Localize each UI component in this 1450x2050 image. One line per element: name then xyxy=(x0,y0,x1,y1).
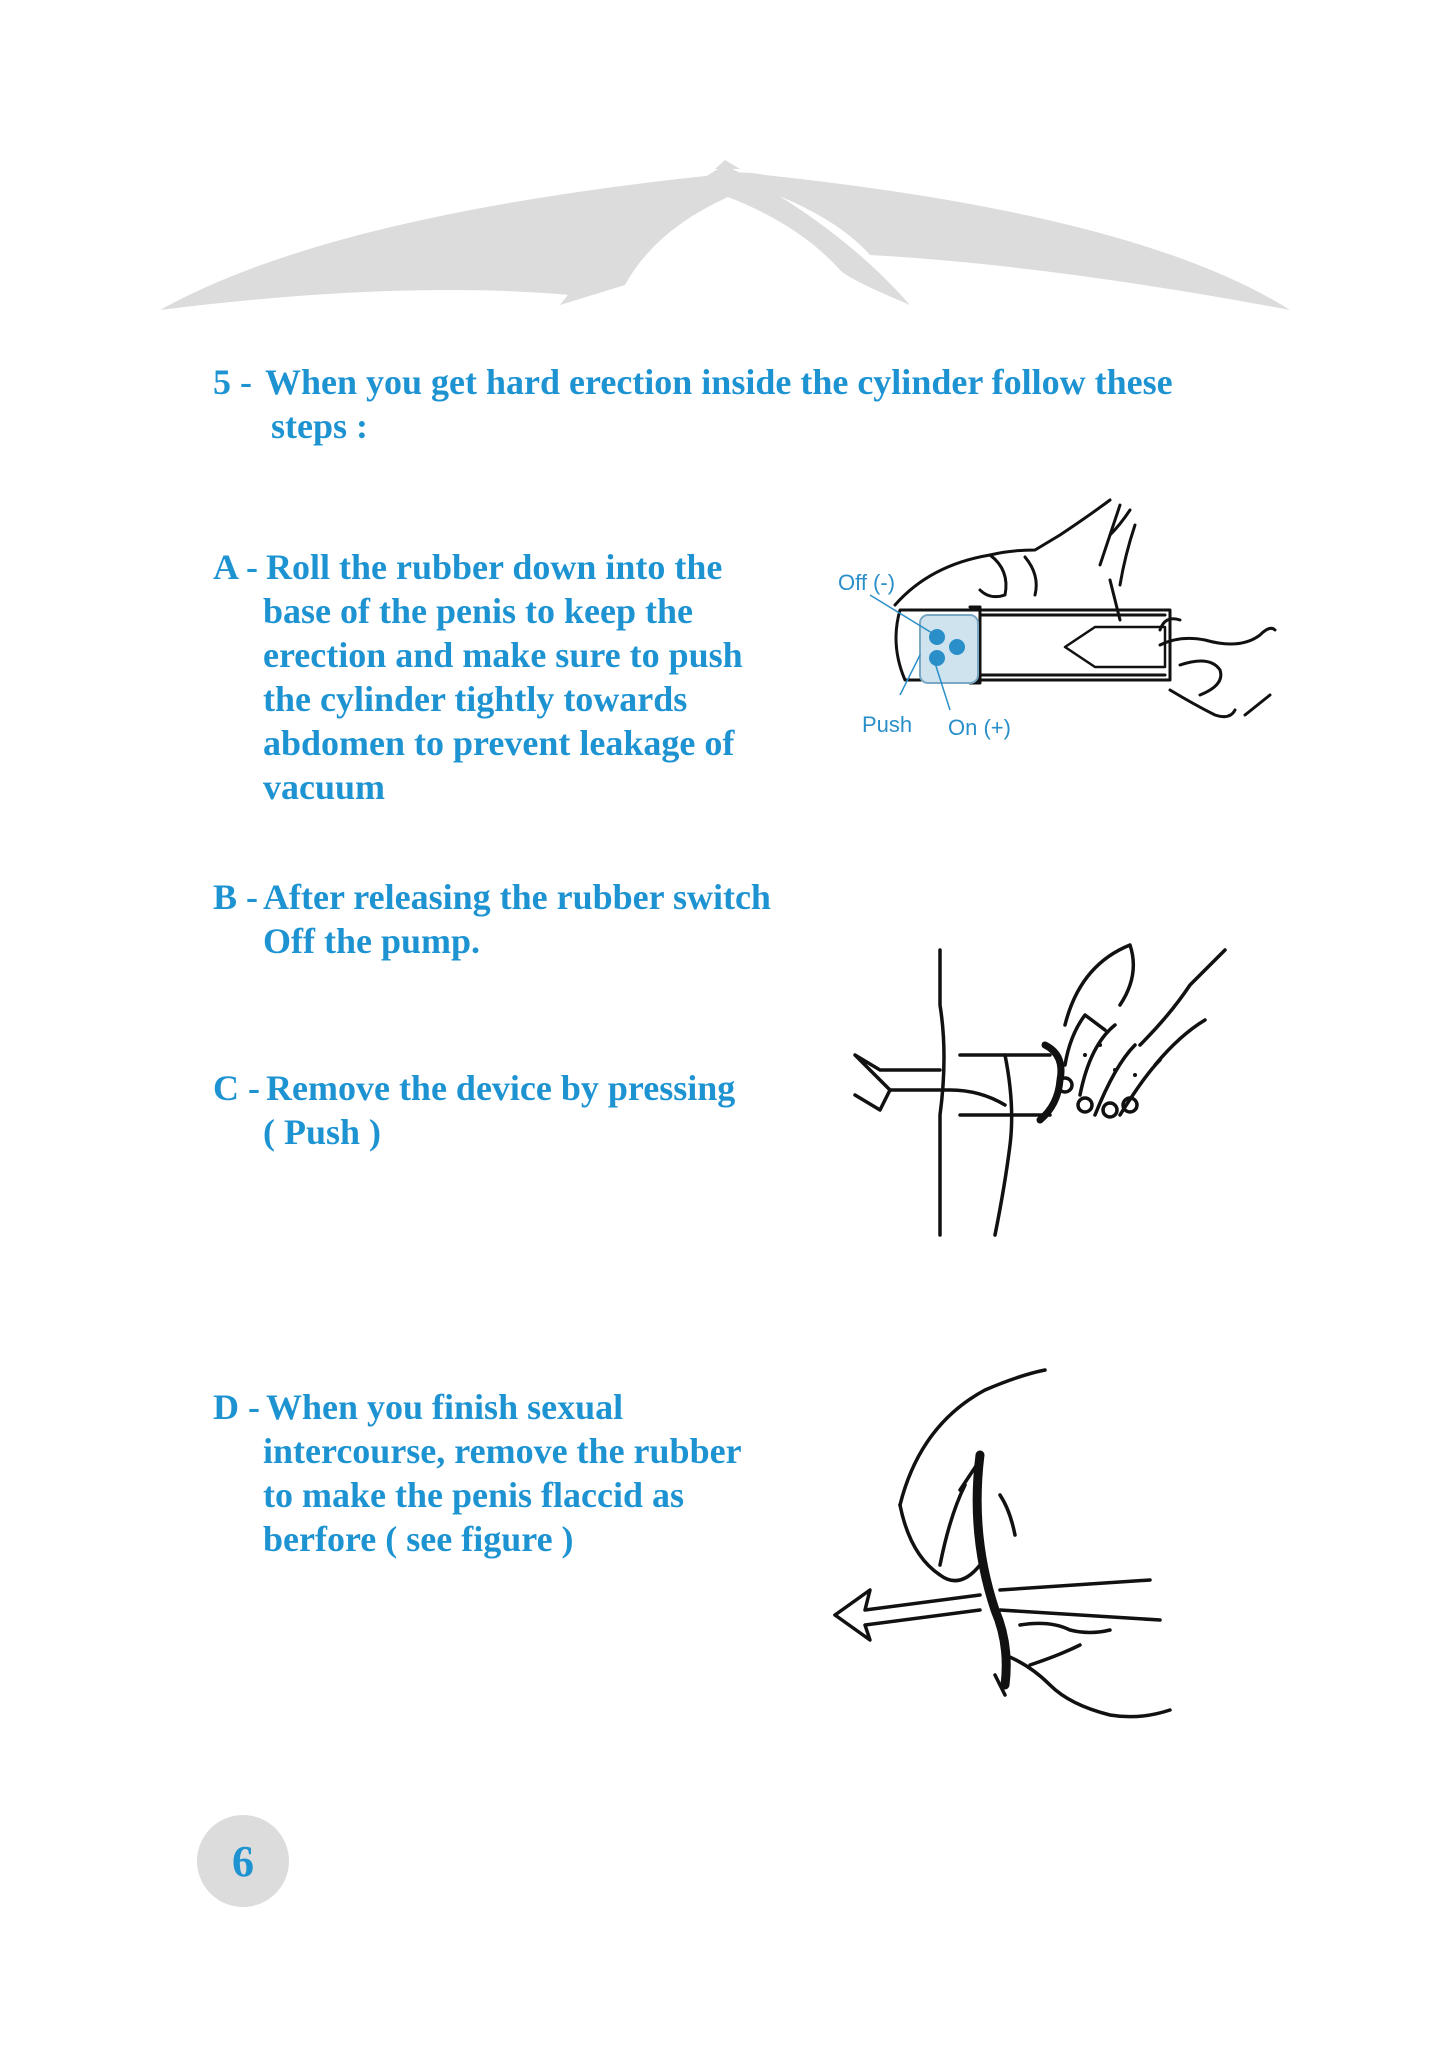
step-c-instruction xyxy=(213,1066,853,1154)
step-d-line-1: When you finish sexual xyxy=(266,1387,624,1427)
step-d-instruction xyxy=(213,1385,853,1561)
step-c-line-2: ( Push ) xyxy=(263,1112,382,1152)
step-a-marker: A - xyxy=(213,547,267,587)
step-a-line-6: vacuum xyxy=(263,767,386,807)
step-a-line-1: Roll the rubber down into the xyxy=(266,547,723,587)
header-arc-decoration xyxy=(150,155,1300,325)
off-button-graphic xyxy=(929,629,945,645)
push-button-graphic xyxy=(929,650,945,666)
step-c-marker: C - xyxy=(213,1068,269,1108)
step-a-line-3: erection and make sure to push xyxy=(263,635,743,675)
step-5-line-1: When you get hard erection inside the cylinder follow these xyxy=(265,362,1173,402)
pump-control-panel xyxy=(920,615,978,683)
step-5-line-2: steps : xyxy=(271,406,368,446)
step-b-instruction xyxy=(213,875,853,963)
on-label: On (+) xyxy=(948,715,1011,740)
step-a-line-5: abdomen to prevent leakage of xyxy=(263,723,735,763)
page-number-badge xyxy=(197,1815,289,1907)
step-a-instruction xyxy=(213,545,853,809)
step-d-line-4: berfore ( see figure ) xyxy=(263,1519,574,1559)
on-button-graphic xyxy=(949,639,965,655)
pump-cylinder-illustration xyxy=(820,495,1280,775)
step-c-line-1: Remove the device by pressing xyxy=(266,1068,736,1108)
step-d-line-2: intercourse, remove the rubber xyxy=(263,1431,742,1471)
step-5-instruction xyxy=(213,360,1263,448)
step-a-line-2: base of the penis to keep the xyxy=(263,591,693,631)
page-number: 6 xyxy=(232,1836,254,1886)
step-a-line-4: the cylinder tightly towards xyxy=(263,679,688,719)
step-d-marker: D - xyxy=(213,1387,269,1427)
rubber-removal-illustration xyxy=(830,1365,1210,1730)
push-label: Push xyxy=(862,712,913,737)
off-label: Off (-) xyxy=(838,570,896,595)
step-d-line-3: to make the penis flaccid as xyxy=(263,1475,684,1515)
step-b-line-1: After releasing the rubber switch xyxy=(263,877,771,917)
step-b-line-2: Off the pump. xyxy=(263,921,481,961)
ring-release-illustration xyxy=(830,905,1250,1275)
step-5-marker: 5 - xyxy=(213,362,261,402)
step-b-marker: B - xyxy=(213,877,267,917)
